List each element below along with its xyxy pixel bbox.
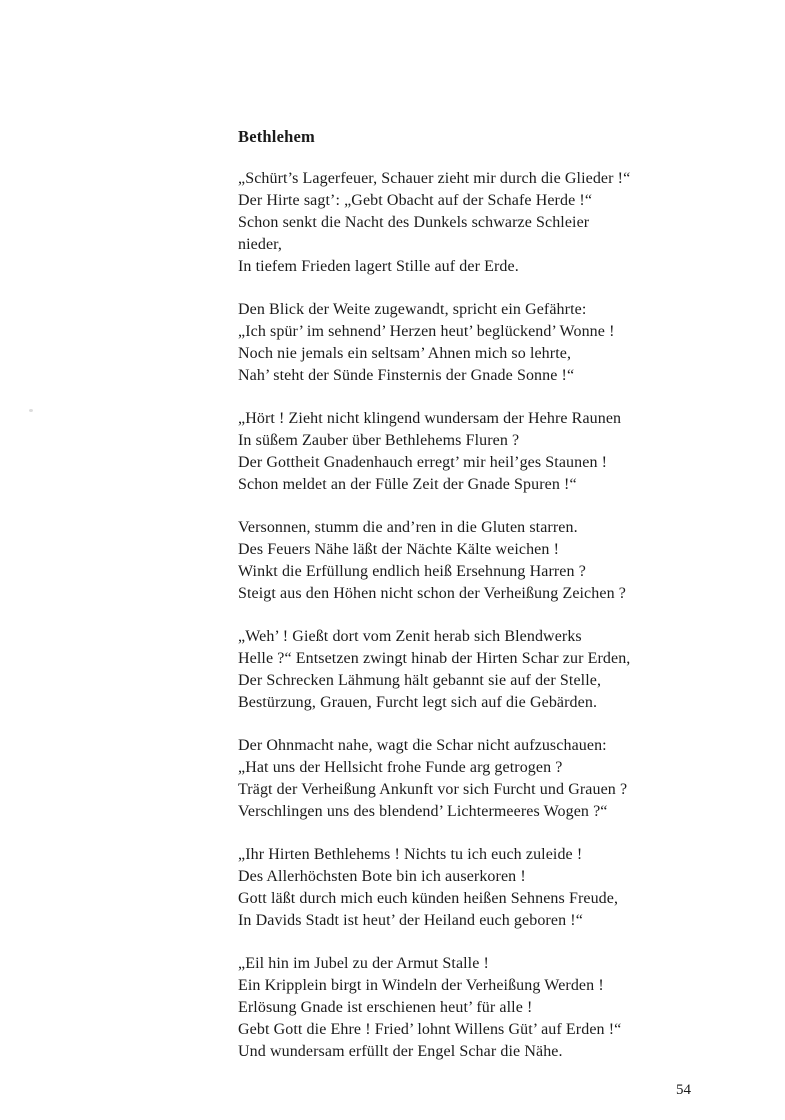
stanza-7	[238, 844, 783, 932]
poem-line: Der Gottheit Gnadenhauch erregt’ mir heil’ges Staunen !	[238, 454, 608, 471]
poem-line: Bestürzung, Grauen, Furcht legt sich auf die Gebärden.	[238, 694, 598, 711]
poem-line: Schon senkt die Nacht des Dunkels schwarze Schleier	[238, 214, 590, 231]
poem-line: Nah’ steht der Sünde Finsternis der Gnade Sonne !“	[238, 367, 575, 384]
poem-line: Gebt Gott die Ehre ! Fried’ lohnt Willens Güt’ auf Erden !“	[238, 1021, 622, 1038]
stanza-1	[238, 168, 783, 278]
poem-line: „Ihr Hirten Bethlehems ! Nichts tu ich euch zuleide !	[238, 846, 583, 863]
poem-line: Erlösung Gnade ist erschienen heut’ für alle !	[238, 999, 533, 1016]
poem-line: „Schürt’s Lagerfeuer, Schauer zieht mir durch die Glieder !“	[238, 170, 631, 187]
stanza-6	[238, 735, 783, 823]
poem-line: Winkt die Erfüllung endlich heiß Ersehnung Harren ?	[238, 563, 586, 580]
poem-line: Der Schrecken Lähmung hält gebannt sie auf der Stelle,	[238, 672, 602, 689]
page-title: Bethlehem	[238, 127, 315, 146]
stanza-8	[238, 953, 783, 1063]
stanza-3	[238, 408, 783, 496]
poem-line: Des Feuers Nähe läßt der Nächte Kälte weichen !	[238, 541, 560, 558]
poem-line: Der Ohnmacht nahe, wagt die Schar nicht aufzuschauen:	[238, 737, 607, 754]
document-page	[238, 126, 783, 1084]
poem-line: Trägt der Verheißung Ankunft vor sich Furcht und Grauen ?	[238, 781, 628, 798]
poem-line: Versonnen, stumm die and’ren in die Gluten starren.	[238, 519, 578, 536]
stanza-2	[238, 299, 783, 387]
poem-line: Ein Kripplein birgt in Windeln der Verheißung Werden !	[238, 977, 604, 994]
stanza-4	[238, 517, 783, 605]
poem-line: Den Blick der Weite zugewandt, spricht ein Gefährte:	[238, 301, 587, 318]
stanza-5	[238, 626, 783, 714]
poem-line: Verschlingen uns des blendend’ Lichtermeeres Wogen ?“	[238, 803, 608, 820]
page-number: 54	[676, 1082, 691, 1098]
poem-line: In Davids Stadt ist heut’ der Heiland euch geboren !“	[238, 912, 583, 929]
poem-line: Und wundersam erfüllt der Engel Schar die Nähe.	[238, 1043, 563, 1060]
poem-line: Der Hirte sagt’: „Gebt Obacht auf der Schafe Herde !“	[238, 192, 593, 209]
poem-line: Steigt aus den Höhen nicht schon der Verheißung Zeichen ?	[238, 585, 626, 602]
poem-line: „Ich spür’ im sehnend’ Herzen heut’ beglückend’ Wonne !	[238, 323, 615, 340]
poem-line: „Weh’ ! Gießt dort vom Zenit herab sich Blendwerks	[238, 628, 582, 645]
poem-line: In süßem Zauber über Bethlehems Fluren ?	[238, 432, 520, 449]
poem-line: In tiefem Frieden lagert Stille auf der Erde.	[238, 258, 519, 275]
poem-line: „Eil hin im Jubel zu der Armut Stalle !	[238, 955, 489, 972]
poem-line: Gott läßt durch mich euch künden heißen Sehnens Freude,	[238, 890, 619, 907]
poem-line: Des Allerhöchsten Bote bin ich auserkoren !	[238, 868, 526, 885]
poem-line: „Hört ! Zieht nicht klingend wundersam der Hehre Raunen	[238, 410, 622, 427]
poem-line: Schon meldet an der Fülle Zeit der Gnade Spuren !“	[238, 476, 577, 493]
poem-line: Helle ?“ Entsetzen zwingt hinab der Hirten Schar zur Erden,	[238, 650, 631, 667]
poem-line: Noch nie jemals ein seltsam’ Ahnen mich so lehrte,	[238, 345, 572, 362]
scan-artifact-speck	[29, 409, 33, 412]
poem-line: „Hat uns der Hellsicht frohe Funde arg getrogen ?	[238, 759, 563, 776]
poem-line: nieder,	[238, 236, 283, 253]
